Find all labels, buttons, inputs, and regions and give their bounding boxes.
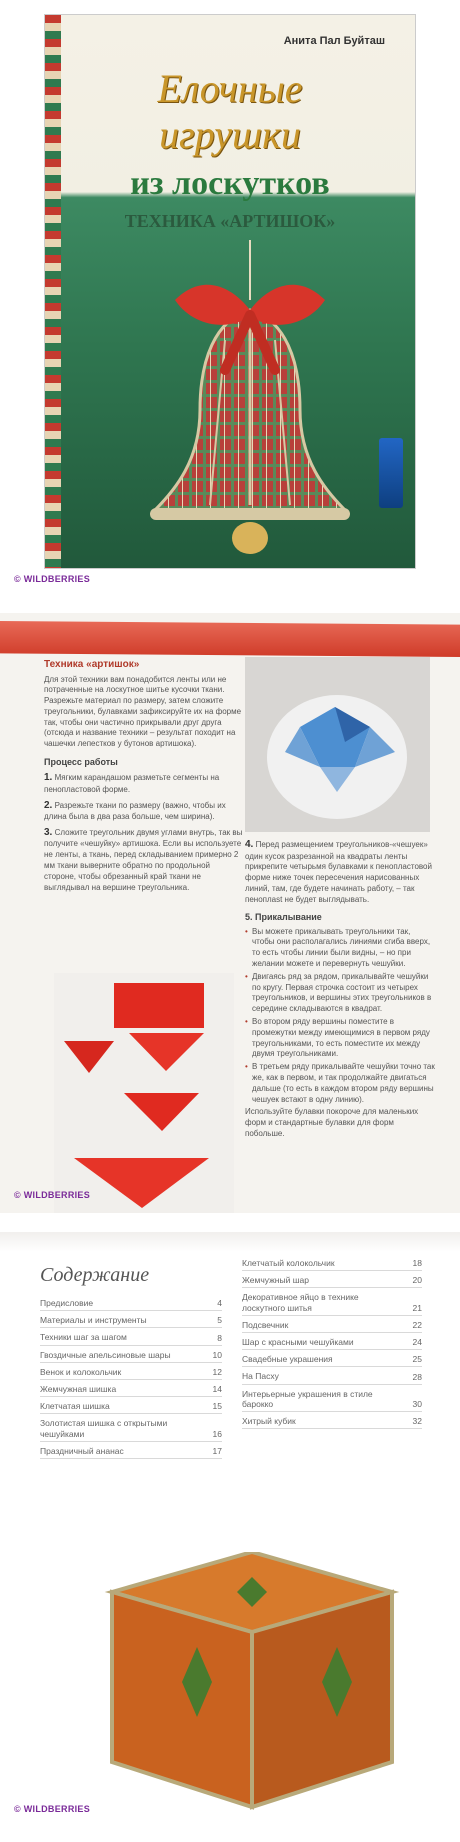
- list-item: Жемчужная шишка 14: [40, 1380, 222, 1397]
- patchwork-cube-photo: [72, 1552, 432, 1812]
- step-item: 2. Разрежьте ткани по размеру (важно, чтобы их длина была в два раза больше, чем ширина).: [44, 799, 226, 822]
- bell-ornament-image: [105, 240, 395, 560]
- list-item: Золотистая шишка с открытыми чешуйками 16: [40, 1414, 222, 1441]
- list-item: • В третьем ряду прикалывайте чешуйки точно так же, как в первом, и так продолжайте двигаться дальше (то есть в каждом втором ряду вершины чешуек встают в одну линию).: [245, 1062, 435, 1105]
- pinning-heading: 5. Прикалывание: [245, 912, 322, 923]
- publisher-badge: [379, 438, 403, 508]
- contents-left-column: [40, 1294, 222, 1459]
- cover-title-line1: Елочные: [157, 66, 303, 111]
- cover-subtitle: ТЕХНИКА «АРТИШОК»: [124, 211, 336, 231]
- list-item: Подсвечник 22: [242, 1316, 422, 1333]
- list-item: Клетчатая шишка 15: [40, 1397, 222, 1414]
- list-item: Декоративное яйцо в технике лоскутного шитья 21: [242, 1288, 422, 1315]
- closing-note: Используйте булавки покороче для маленьких форм и стандартные булавки для форм побольше.: [245, 1107, 419, 1138]
- list-item: Техники шаг за шагом 8: [40, 1328, 222, 1345]
- technique-right-column: [245, 838, 435, 1143]
- technique-left-column: [44, 658, 244, 896]
- list-item: Гвоздичные апельсиновые шары 10: [40, 1346, 222, 1363]
- list-item: • Двигаясь ряд за рядом, прикалывайте чешуйки по кругу. Первая строчка состоит из четырех треугольников, и вершины этих треугольников в середине складываются в квадрат.: [245, 972, 435, 1015]
- cover-panel: [0, 0, 460, 590]
- contents-page: [0, 1232, 460, 1822]
- cover-title-line3: из лоскутков: [130, 165, 330, 202]
- list-item: Шар с красными чешуйками 24: [242, 1333, 422, 1350]
- list-item: Венок и колокольчик 12: [40, 1363, 222, 1380]
- cover-title-line2: игрушки: [159, 112, 301, 157]
- watermark: © WILDBERRIES: [14, 1804, 91, 1814]
- step-item: 4. Перед размещением треугольников-«чешуек» один кусок разрезанной на квадраты ленты прикрепите четырьмя булавками к пенопластовой форме ниже точек пересечения нарисованных линий, там, где будете начинать работу, – так пеноплast не будет выглядывать.: [245, 839, 432, 904]
- list-item: Хитрый кубик 32: [242, 1412, 422, 1429]
- list-item: Предисловие 4: [40, 1294, 222, 1311]
- folding-steps-photo: [54, 973, 234, 1213]
- list-item: • Во втором ряду вершины поместите в промежутки между имеющимися в первом ряду треугольниками, то есть поместите их между двумя треугольниками.: [245, 1017, 435, 1060]
- watermark: © WILDBERRIES: [14, 1190, 91, 1200]
- list-item: Материалы и инструменты 5: [40, 1311, 222, 1328]
- watermark: © WILDBERRIES: [14, 574, 91, 584]
- step-item: 1. Мягким карандашом разметьте сегменты на пенопластовой форме.: [44, 772, 220, 794]
- list-item: Клетчатый колокольчик 18: [242, 1254, 422, 1271]
- contents-title: Содержание: [40, 1264, 150, 1286]
- technique-page: [0, 613, 460, 1213]
- list-item: На Пасху 28: [242, 1367, 422, 1384]
- list-item: Свадебные украшения 25: [242, 1350, 422, 1367]
- process-heading: Процесс работы: [44, 757, 118, 768]
- pinning-list: [245, 927, 435, 1106]
- list-item: Праздничный ананас 17: [40, 1442, 222, 1459]
- step-item: 3. Сложите треугольник двумя углами внутрь, так вы получите «чешуйку» артишока. Если вы используете не ленты, а ткань, перед складыванием примерно 2 мм ткани выверните обратно по продольной стороне, чтобы обрезанный край ткани не выглядывал на вершине треугольника.: [44, 826, 243, 892]
- list-item: Жемчужный шар 20: [242, 1271, 422, 1288]
- page-ribbon: [0, 621, 460, 657]
- book-cover: [44, 14, 416, 569]
- artichoke-ball-photo: [245, 657, 430, 832]
- list-item: • Вы можете прикалывать треугольники так, чтобы они располагались линиями сгиба вверх, то есть чтобы линии были видны, – но при желании можете и перевернуть чешуйки.: [245, 927, 435, 970]
- page-top-shade: [0, 1232, 460, 1252]
- technique-heading: Техника «артишок»: [44, 659, 140, 670]
- cover-author: Анита Пал Буйташ: [283, 35, 385, 47]
- technique-intro: Для этой техники вам понадобится ленты или не потраченные на лоскутное шитье кусочки ткани. Разрежьте материал по размеру, затем сложите треугольники, булавками зафиксируйте их на форме так, чтобы они частично прикрывали друг друга (отсюда и название техники – результат походит на чашечки лепестков у бутонов артишока).: [44, 674, 242, 749]
- list-item: Интерьерные украшения в стиле барокко 30: [242, 1385, 422, 1412]
- contents-right-column: [242, 1254, 422, 1429]
